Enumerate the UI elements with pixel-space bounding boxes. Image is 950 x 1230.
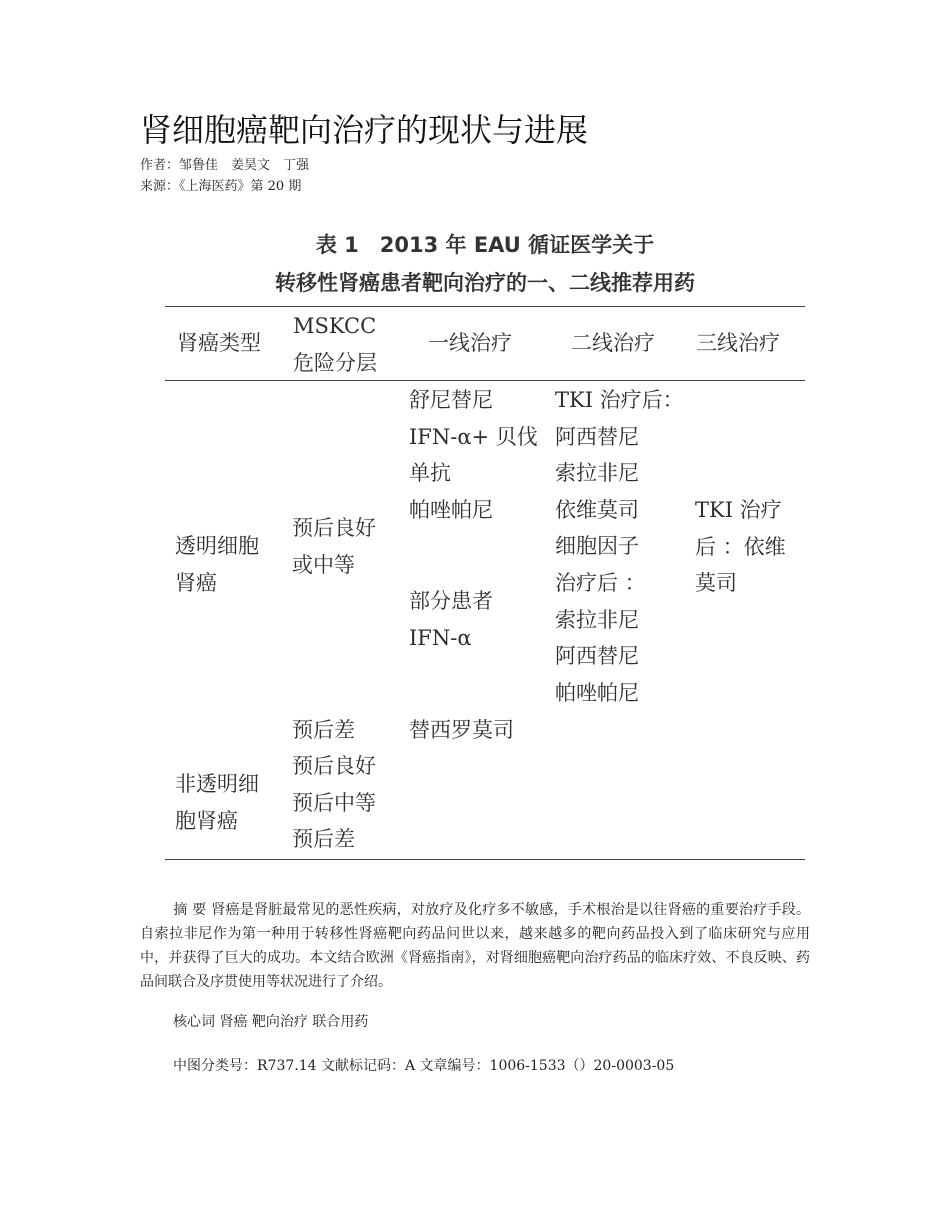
first-good-drug-1: 舒尼替尼 <box>409 388 493 412</box>
non-clear-type-line-1: 非透明细 <box>175 772 259 796</box>
clear-cell-first-line-partial <box>409 583 493 656</box>
header-mskcc-line-1: MSKCC <box>293 314 377 338</box>
keywords-label: 核心词 <box>173 1014 215 1030</box>
clear-cell-type-line-2: 肾癌 <box>175 570 217 595</box>
non-clear-type-line-2: 胞肾癌 <box>175 808 238 833</box>
non-clear-risk: 预后差 <box>292 827 355 852</box>
first-good-drug-2-cont: 单抗 <box>409 461 451 486</box>
first-good-drug-3: 帕唑帕尼 <box>409 497 493 522</box>
second-line-item: 阿西替尼 <box>555 644 639 669</box>
clear-cell-risk-poor: 预后差 <box>292 718 355 742</box>
header-first-line: 一线治疗 <box>428 331 512 355</box>
third-line-3: 莫司 <box>695 571 737 596</box>
table-caption <box>165 226 805 302</box>
table-figure <box>165 226 805 852</box>
second-line-item: 帕唑帕尼 <box>555 680 639 705</box>
source-value: 《上海医药》第 20 期 <box>179 179 302 194</box>
table-top-rule <box>165 306 805 307</box>
header-second-line: 二线治疗 <box>571 331 655 355</box>
second-line-item: 索拉非尼 <box>555 461 639 486</box>
abstract <box>140 898 810 994</box>
third-line-1: TKI 治疗 <box>695 498 782 522</box>
non-clear-cell-risks <box>292 748 376 858</box>
clear-cell-first-line-poor: 替西罗莫司 <box>409 718 514 742</box>
clear-cell-type <box>175 528 259 601</box>
first-partial-line-1: 部分患者 <box>409 589 493 613</box>
second-line-item: TKI 治疗后： <box>555 388 684 412</box>
page-title: 肾细胞癌靶向治疗的现状与进展 <box>140 111 589 149</box>
classification-line: 中图分类号：R737.14 文献标记码：A 文章编号：1006-1533（）20-0003-05 <box>173 1058 675 1074</box>
second-line-item: 细胞因子 <box>555 534 639 559</box>
table-header-rule <box>165 380 805 381</box>
non-clear-risk: 预后良好 <box>292 754 376 778</box>
clear-cell-second-line <box>555 382 684 711</box>
author-names: 邹鲁佳 姜昊文 丁强 <box>179 158 310 173</box>
clear-cell-third-line <box>695 492 786 602</box>
non-clear-cell-type <box>175 766 259 839</box>
author-line <box>140 157 309 175</box>
source-line <box>140 178 301 196</box>
second-line-item: 阿西替尼 <box>555 424 639 449</box>
abstract-label: 摘 要 <box>173 902 207 918</box>
third-line-2: 后 ：依维 <box>695 534 786 559</box>
header-type: 肾癌类型 <box>177 331 261 355</box>
clear-cell-type-line-1: 透明细胞 <box>175 534 259 558</box>
second-line-item: 索拉非尼 <box>555 607 639 632</box>
header-mskcc-line-2: 危险分层 <box>293 350 377 375</box>
author-label: 作者： <box>140 158 180 173</box>
clear-cell-first-line-good <box>409 382 538 528</box>
clear-cell-risk-good <box>292 510 376 583</box>
table-caption-line-2: 转移性肾癌患者靶向治疗的一、二线推荐用药 <box>275 271 695 295</box>
header-mskcc <box>293 308 377 381</box>
risk-good-line-2: 或中等 <box>292 552 355 577</box>
risk-good-line-1: 预后良好 <box>292 516 376 540</box>
keywords-values: 肾癌 靶向治疗 联合用药 <box>219 1014 369 1030</box>
second-line-item: 治疗后 ： <box>555 570 646 595</box>
source-label: 来源： <box>140 179 180 194</box>
keywords <box>173 1012 368 1032</box>
table-caption-line-1: 表 1 2013 年 EAU 循证医学关于 <box>315 233 655 257</box>
non-clear-risk: 预后中等 <box>292 790 376 815</box>
abstract-text: 肾癌是肾脏最常见的恶性疾病，对放疗及化疗多不敏感，手术根治是以往肾癌的重要治疗手段。自索拉非尼作为第一种用于转移性肾癌靶向药品问世以来，越来越多的靶向药品投入到了临床研究与应用中，并获得了巨大的成功。本文结合欧洲《肾癌指南》，对肾细胞癌靶向治疗药品的临床疗效、不良反映、药品间联合及序贯使用等状况进行了介绍。 <box>140 902 811 990</box>
table-bottom-rule <box>165 859 805 860</box>
second-line-item: 依维莫司 <box>555 497 639 522</box>
first-partial-line-2: IFN-α <box>409 625 472 650</box>
header-third-line: 三线治疗 <box>696 331 780 355</box>
first-good-drug-2: IFN-α+ 贝伐 <box>409 424 538 449</box>
